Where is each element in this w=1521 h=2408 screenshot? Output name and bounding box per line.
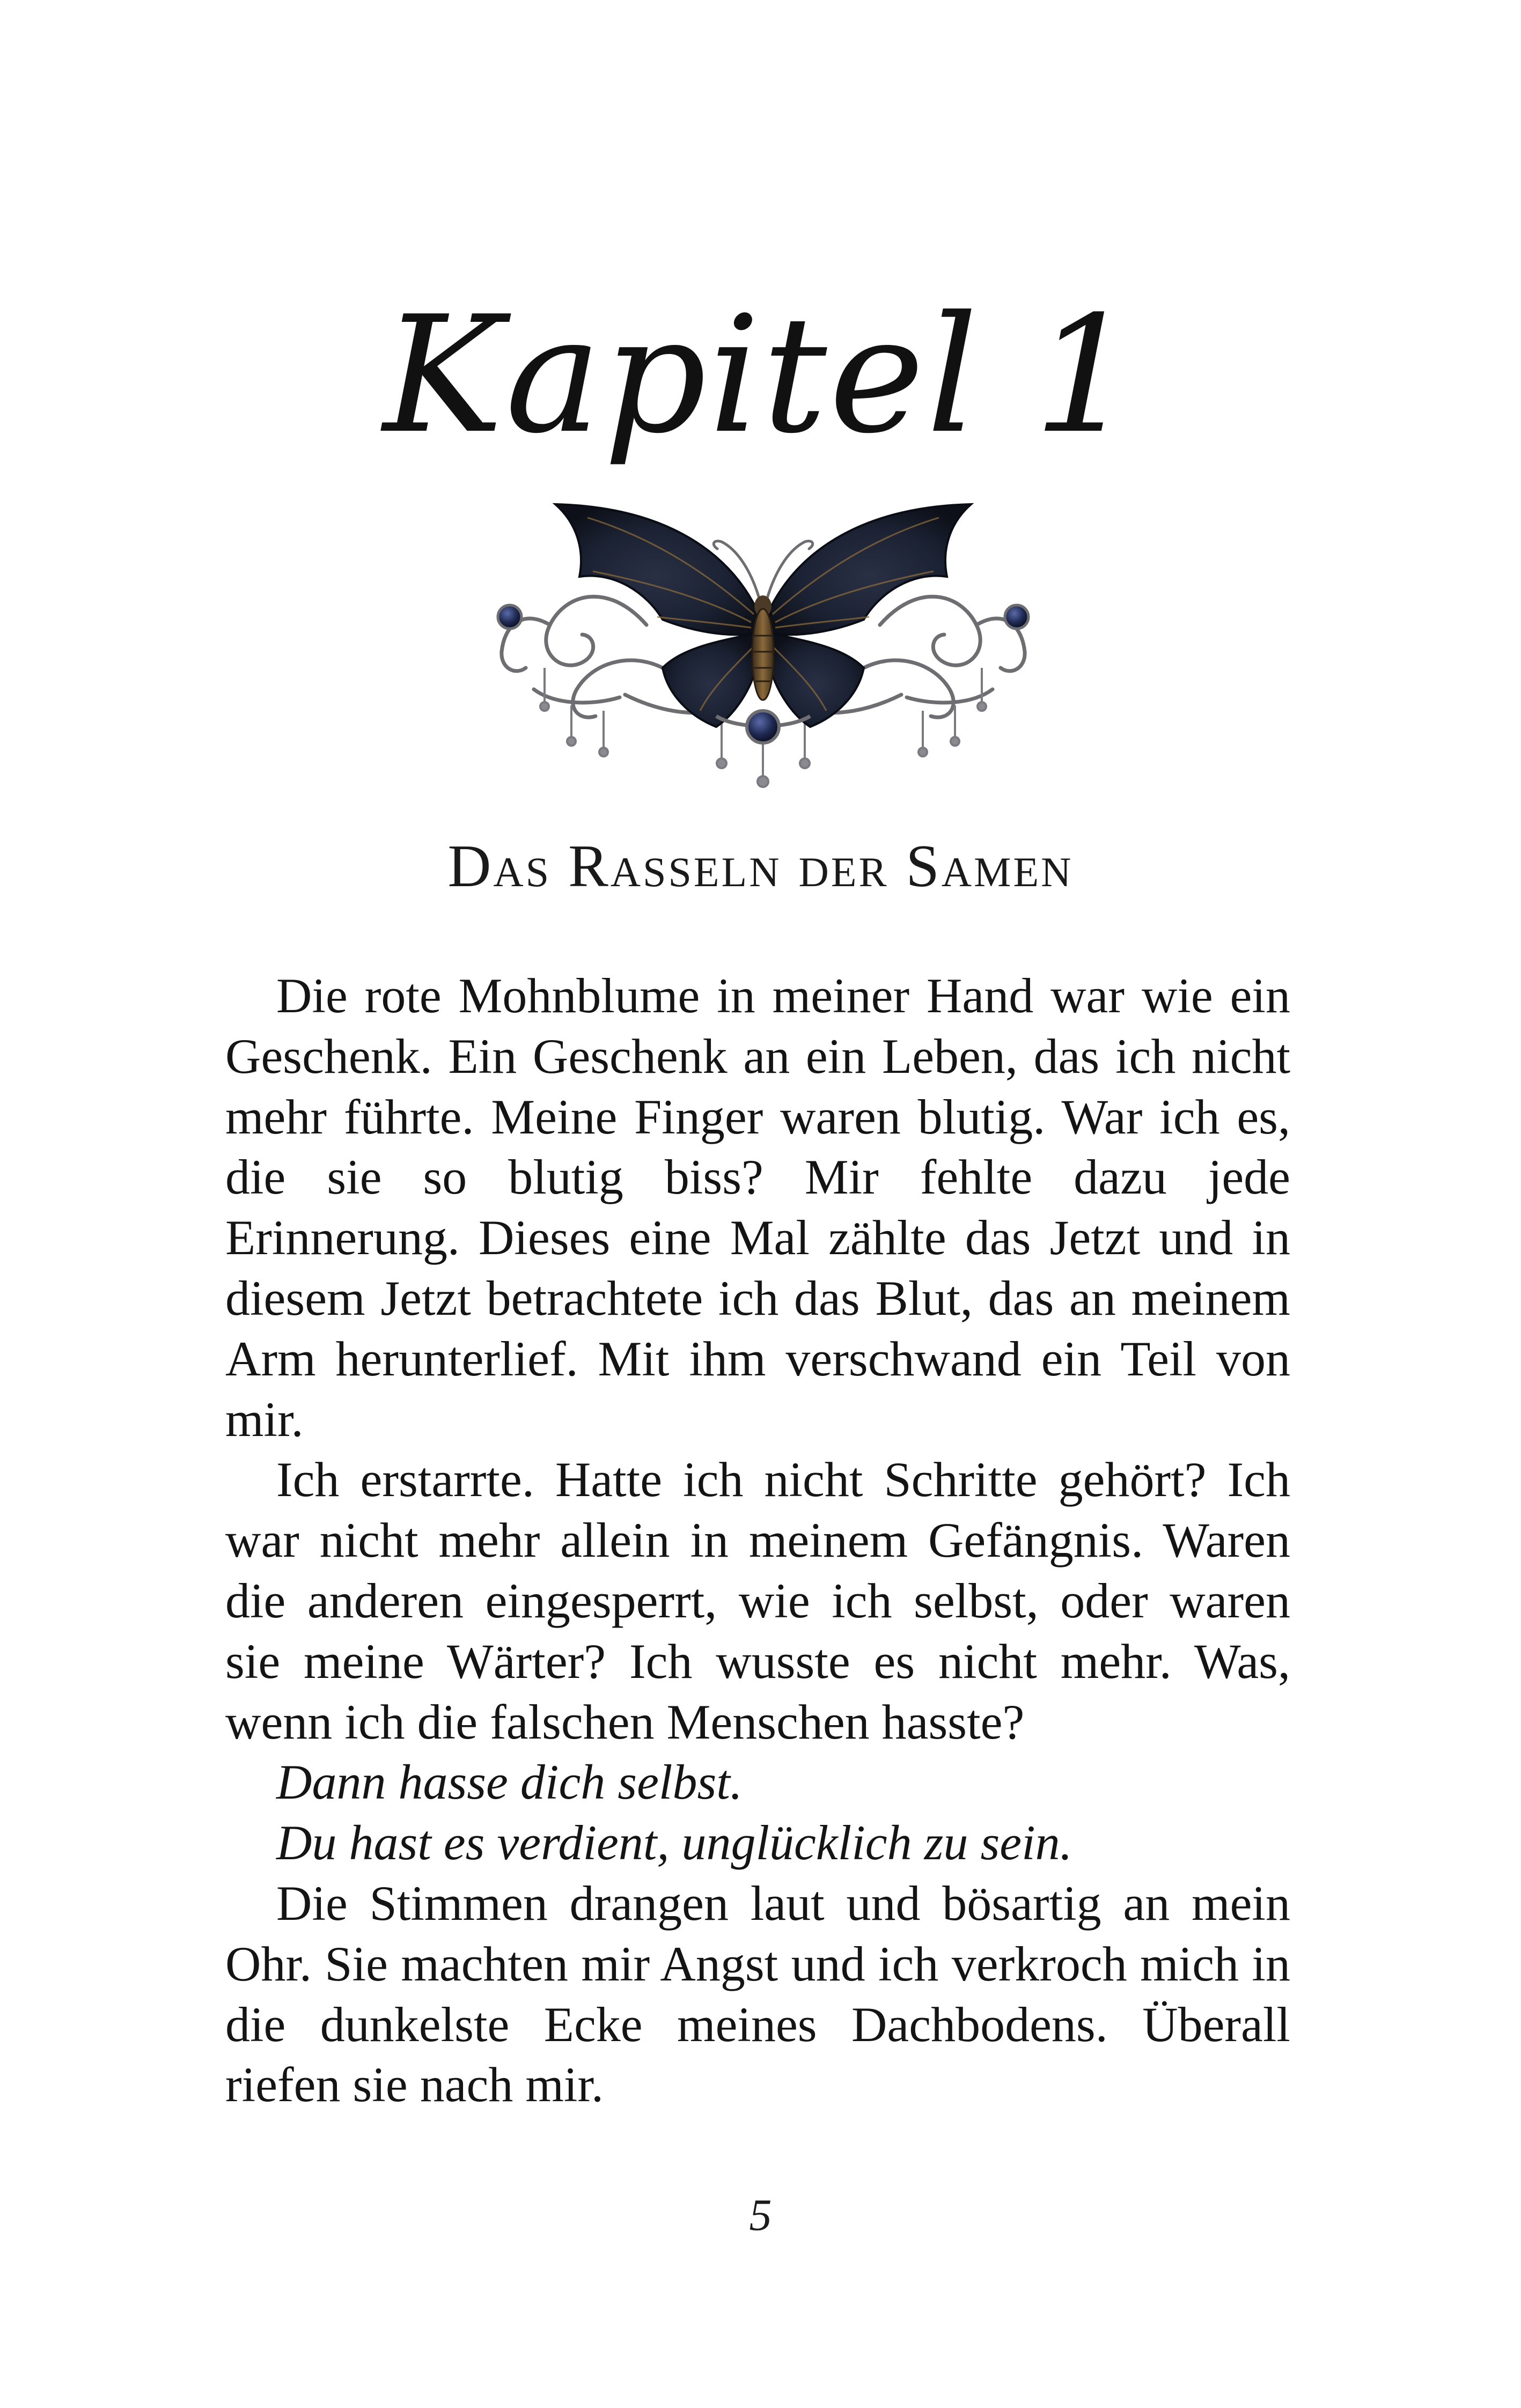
italic-paragraph: Dann hasse dich selbst. — [276, 1755, 743, 1810]
chapter-body — [225, 966, 1290, 2115]
chapter-subtitle-text: Das Rasseln der Samen — [447, 833, 1074, 900]
chapter-subtitle — [0, 829, 1521, 904]
paragraph: Die Stimmen drangen laut und bösartig an mein Ohr. Sie machten mir Angst und ich verkroch mich in die dunkelste Ecke meines Dachbodens. Überall riefen sie nach mir. — [225, 1875, 1290, 2112]
paragraph: Die rote Mohnblume in meiner Hand war wie ein Geschenk. Ein Geschenk an ein Leben, das ich nicht mehr führte. Meine Finger waren blutig. War ich es, die sie so blutig biss? Mir fehlte dazu jede Erinnerung. Dieses eine Mal zählte das Jetzt und in diesem Jetzt betrachtete ich das Blut, das an meinem Arm herunterlief. Mit ihm verschwand ein Teil von mir. — [225, 968, 1290, 1447]
page-number: 5 — [749, 2190, 772, 2240]
italic-paragraph: Du hast es verdient, unglücklich zu sein. — [276, 1815, 1072, 1871]
chapter-title: Kapitel 1 — [383, 282, 1138, 469]
paragraph: Ich erstarrte. Hatte ich nicht Schritte gehört? Ich war nicht mehr allein in meinem Gefängnis. Waren die anderen eingesperrt, wie ich selbst, oder waren sie meine Wärter? Ich wusste es nicht mehr. Was, wenn ich die falschen Menschen hasste? — [225, 1452, 1290, 1749]
butterfly-ornament-icon — [486, 491, 1041, 791]
